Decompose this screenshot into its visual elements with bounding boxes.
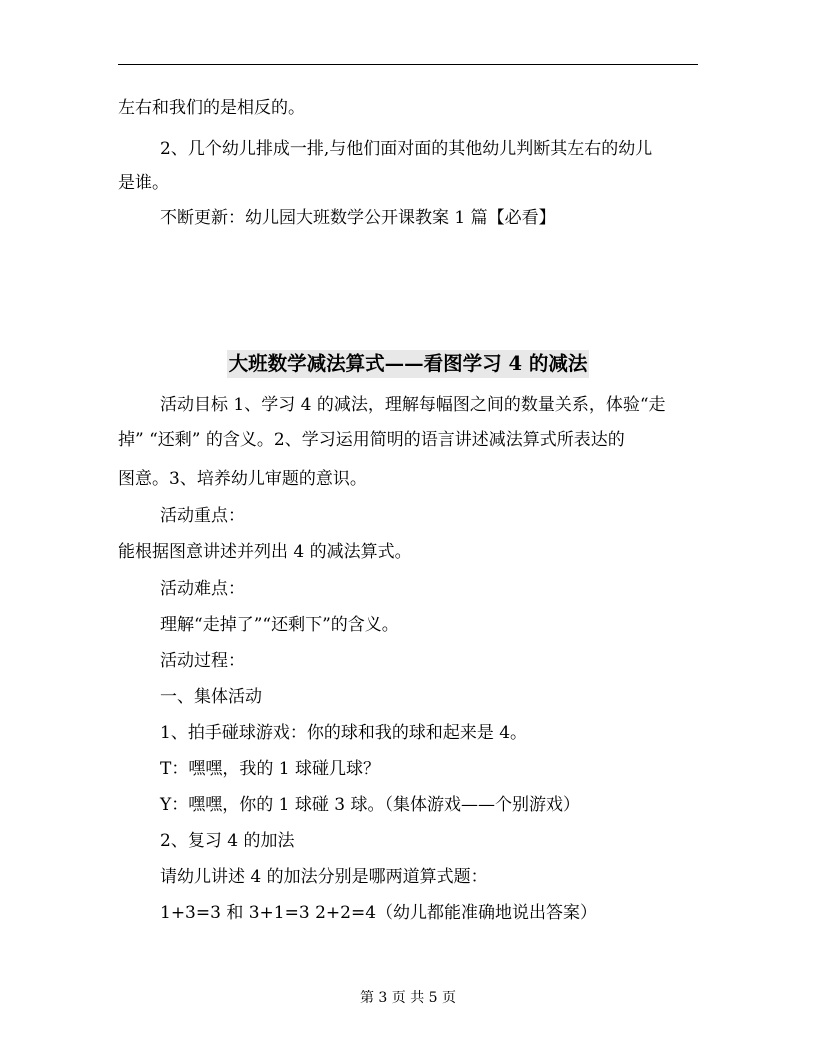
text-line-7: 图意。3、培养幼儿审题的意识。 [118, 469, 367, 489]
text-line-14: 1、拍手碰球游戏：你的球和我的球和起来是 4。 [160, 723, 528, 743]
text-line-9: 能根据图意讲述并列出 4 的减法算式。 [118, 542, 412, 562]
text-line-6: 掉” “还剩” 的含义。2、学习运用简明的语言讲述减法算式所表达的 [118, 430, 625, 450]
page-footer: 第 3 页 共 5 页 [359, 990, 457, 1006]
text-line-12: 活动过程： [160, 651, 245, 671]
header-rule [118, 64, 698, 65]
text-line-16: Y：嘿嘿，你的 1 球碰 3 球。（集体游戏——个别游戏） [160, 795, 580, 815]
text-line-5: 活动目标 1、学习 4 的减法，理解每幅图之间的数量关系，体验“走 [160, 395, 666, 415]
text-line-15: T：嘿嘿，我的 1 球碰几球？ [160, 759, 380, 779]
section-title: 大班数学减法算式——看图学习 4 的减法 [227, 350, 590, 378]
text-line-19: 1+3=3 和 3+1=3 2+2=4（幼儿都能准确地说出答案） [160, 903, 598, 923]
title-container [0, 350, 816, 378]
text-line-4: 不断更新：幼儿园大班数学公开课教案 1 篇【必看】 [160, 208, 556, 228]
text-line-11: 理解“走掉了”“还剩下”的含义。 [160, 615, 399, 635]
text-line-2: 2、几个幼儿排成一排,与他们面对面的其他幼儿判断其左右的幼儿 [160, 139, 653, 159]
text-line-3: 是谁。 [118, 173, 169, 193]
text-line-17: 2、复习 4 的加法 [160, 831, 295, 851]
text-line-10: 活动难点： [160, 579, 245, 599]
text-line-18: 请幼儿讲述 4 的加法分别是哪两道算式题： [160, 867, 488, 887]
text-line-13: 一、集体活动 [160, 687, 262, 707]
text-line-1: 左右和我们的是相反的。 [118, 98, 305, 118]
text-line-8: 活动重点： [160, 506, 245, 526]
